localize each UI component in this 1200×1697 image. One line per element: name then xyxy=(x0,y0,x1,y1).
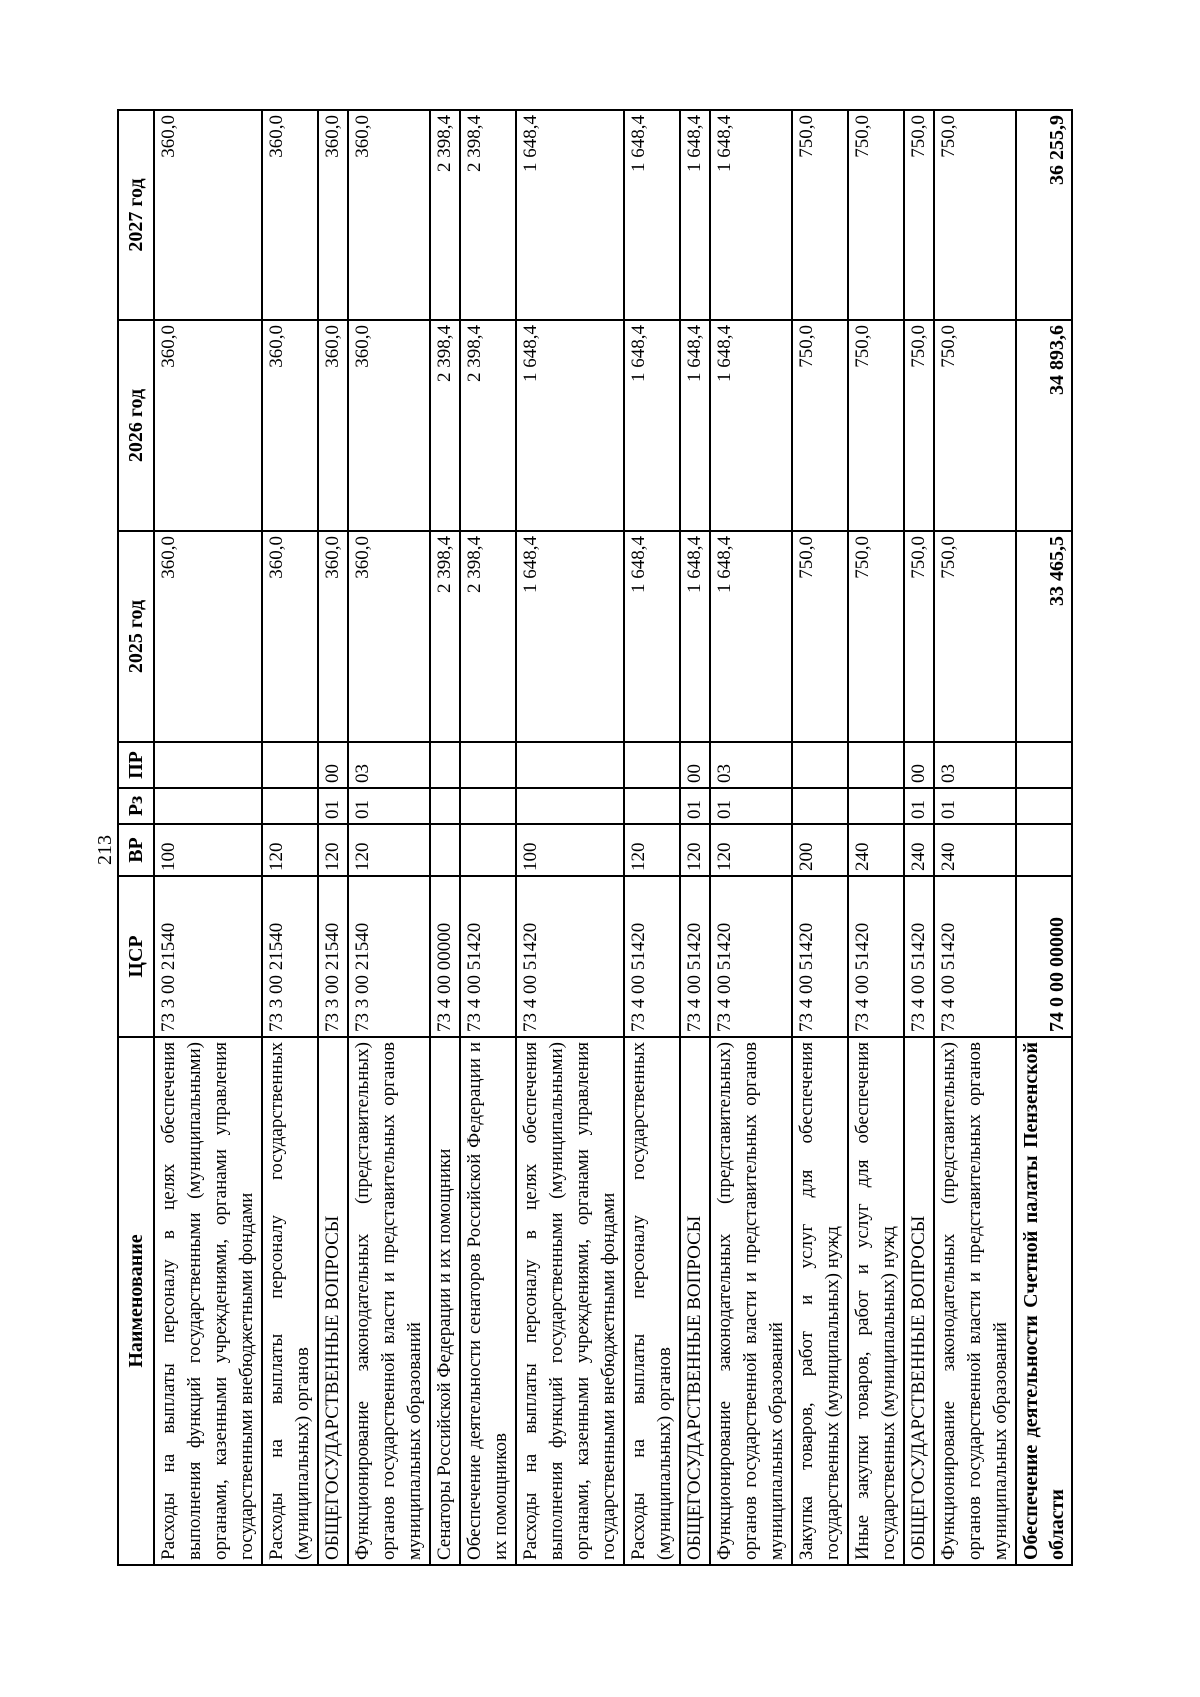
cell-vr: 100 xyxy=(154,824,262,876)
cell-pr xyxy=(262,742,318,788)
cell-2026: 750,0 xyxy=(792,320,848,531)
cell-csr: 73 4 00 51420 xyxy=(624,876,680,1037)
cell-2027: 1 648,4 xyxy=(516,110,624,320)
cell-2025: 750,0 xyxy=(792,531,848,742)
cell-csr: 73 4 00 51420 xyxy=(460,876,516,1037)
cell-pr xyxy=(792,742,848,788)
cell-csr: 73 4 00 51420 xyxy=(792,876,848,1037)
cell-2025: 1 648,4 xyxy=(680,531,710,742)
cell-vr: 200 xyxy=(792,824,848,876)
table-header-row xyxy=(118,110,154,1565)
cell-2027: 750,0 xyxy=(848,110,904,320)
cell-2025: 360,0 xyxy=(348,531,430,742)
cell-name: Обеспечение деятельности Счетной палаты Пензенской области xyxy=(1016,1037,1072,1565)
cell-vr: 120 xyxy=(680,824,710,876)
cell-2025: 1 648,4 xyxy=(516,531,624,742)
cell-2026: 2 398,4 xyxy=(460,320,516,531)
cell-vr: 240 xyxy=(904,824,934,876)
cell-2026: 750,0 xyxy=(904,320,934,531)
cell-vr: 120 xyxy=(262,824,318,876)
table-row xyxy=(904,110,934,1565)
cell-rz xyxy=(430,788,460,824)
table-row xyxy=(516,110,624,1565)
header-csr: ЦСР xyxy=(118,876,154,1037)
cell-2025: 1 648,4 xyxy=(710,531,792,742)
cell-name: Обеспечение деятельности сенаторов Российской Федерации и их помощников xyxy=(460,1037,516,1565)
cell-vr xyxy=(460,824,516,876)
cell-2025: 750,0 xyxy=(904,531,934,742)
table-row xyxy=(710,110,792,1565)
cell-pr xyxy=(1016,742,1072,788)
cell-2026: 750,0 xyxy=(848,320,904,531)
cell-vr: 240 xyxy=(934,824,1016,876)
cell-2026: 34 893,6 xyxy=(1016,320,1072,531)
table-row xyxy=(154,110,262,1565)
cell-vr: 100 xyxy=(516,824,624,876)
cell-csr: 73 4 00 51420 xyxy=(516,876,624,1037)
cell-name: Расходы на выплаты персоналу государственных (муниципальных) органов xyxy=(624,1037,680,1565)
cell-pr xyxy=(624,742,680,788)
cell-name: Сенаторы Российской Федерации и их помощники xyxy=(430,1037,460,1565)
table-row xyxy=(430,110,460,1565)
cell-rz xyxy=(262,788,318,824)
cell-csr: 73 3 00 21540 xyxy=(154,876,262,1037)
cell-2025: 360,0 xyxy=(262,531,318,742)
cell-2026: 360,0 xyxy=(318,320,348,531)
cell-csr: 73 3 00 21540 xyxy=(262,876,318,1037)
header-vr: ВР xyxy=(118,824,154,876)
cell-rz: 01 xyxy=(318,788,348,824)
cell-csr: 73 4 00 51420 xyxy=(904,876,934,1037)
cell-2025: 360,0 xyxy=(154,531,262,742)
cell-csr: 73 4 00 51420 xyxy=(680,876,710,1037)
cell-pr: 00 xyxy=(318,742,348,788)
cell-name: Закупка товаров, работ и услуг для обеспечения государственных (муниципальных) нужд xyxy=(792,1037,848,1565)
table-row xyxy=(318,110,348,1565)
cell-2025: 1 648,4 xyxy=(624,531,680,742)
cell-2026: 750,0 xyxy=(934,320,1016,531)
cell-vr: 120 xyxy=(710,824,792,876)
table-row xyxy=(460,110,516,1565)
cell-rz xyxy=(460,788,516,824)
cell-rz xyxy=(154,788,262,824)
cell-vr xyxy=(430,824,460,876)
cell-pr: 00 xyxy=(680,742,710,788)
cell-pr xyxy=(848,742,904,788)
cell-name: Функционирование законодательных (представительных) органов государственной власти и представительных органов муниципальных образований xyxy=(934,1037,1016,1565)
table-body xyxy=(154,110,1072,1565)
cell-2027: 360,0 xyxy=(262,110,318,320)
cell-2026: 360,0 xyxy=(348,320,430,531)
cell-csr: 73 4 00 00000 xyxy=(430,876,460,1037)
cell-2025: 360,0 xyxy=(318,531,348,742)
cell-rz: 01 xyxy=(680,788,710,824)
cell-2027: 2 398,4 xyxy=(460,110,516,320)
header-2027: 2027 год xyxy=(118,110,154,320)
cell-vr xyxy=(1016,824,1072,876)
cell-name: ОБЩЕГОСУДАРСТВЕННЫЕ ВОПРОСЫ xyxy=(318,1037,348,1565)
budget-table xyxy=(117,109,1073,1566)
cell-pr: 00 xyxy=(904,742,934,788)
cell-2027: 750,0 xyxy=(934,110,1016,320)
cell-csr: 73 4 00 51420 xyxy=(934,876,1016,1037)
cell-name: Расходы на выплаты персоналу в целях обеспечения выполнения функций государственными (муниципальными) органами, казенными учреждениями, органами управления государственными внебюджетными фондами xyxy=(154,1037,262,1565)
cell-csr: 73 3 00 21540 xyxy=(348,876,430,1037)
cell-vr: 120 xyxy=(318,824,348,876)
cell-2027: 1 648,4 xyxy=(680,110,710,320)
cell-name: Расходы на выплаты персоналу в целях обеспечения выполнения функций государственными (муниципальными) органами, казенными учреждениями, органами управления государственными внебюджетными фондами xyxy=(516,1037,624,1565)
cell-2025: 750,0 xyxy=(848,531,904,742)
header-2026: 2026 год xyxy=(118,320,154,531)
cell-2025: 750,0 xyxy=(934,531,1016,742)
cell-2025: 2 398,4 xyxy=(430,531,460,742)
cell-vr: 120 xyxy=(624,824,680,876)
cell-pr: 03 xyxy=(348,742,430,788)
header-name: Наименование xyxy=(118,1037,154,1565)
cell-2027: 1 648,4 xyxy=(710,110,792,320)
cell-2026: 360,0 xyxy=(154,320,262,531)
cell-rz xyxy=(792,788,848,824)
cell-2027: 750,0 xyxy=(792,110,848,320)
cell-2026: 2 398,4 xyxy=(430,320,460,531)
cell-csr: 73 4 00 51420 xyxy=(848,876,904,1037)
cell-pr xyxy=(154,742,262,788)
table-row xyxy=(680,110,710,1565)
cell-name: Иные закупки товаров, работ и услуг для обеспечения государственных (муниципальных) нужд xyxy=(848,1037,904,1565)
header-rz: Рз xyxy=(118,788,154,824)
header-pr: ПР xyxy=(118,742,154,788)
table-row xyxy=(348,110,430,1565)
table-row xyxy=(624,110,680,1565)
page-number: 213 xyxy=(93,835,116,865)
cell-csr: 74 0 00 00000 xyxy=(1016,876,1072,1037)
cell-2026: 1 648,4 xyxy=(516,320,624,531)
header-2025: 2025 год xyxy=(118,531,154,742)
cell-2027: 1 648,4 xyxy=(624,110,680,320)
cell-rz xyxy=(848,788,904,824)
cell-rz: 01 xyxy=(904,788,934,824)
cell-pr xyxy=(460,742,516,788)
cell-name: Функционирование законодательных (представительных) органов государственной власти и представительных органов муниципальных образований xyxy=(348,1037,430,1565)
cell-pr xyxy=(516,742,624,788)
cell-vr: 120 xyxy=(348,824,430,876)
table-row xyxy=(934,110,1016,1565)
cell-csr: 73 3 00 21540 xyxy=(318,876,348,1037)
cell-2026: 360,0 xyxy=(262,320,318,531)
cell-rz xyxy=(1016,788,1072,824)
cell-2026: 1 648,4 xyxy=(710,320,792,531)
budget-table-container xyxy=(117,111,1068,1566)
cell-pr xyxy=(430,742,460,788)
table-row xyxy=(262,110,318,1565)
cell-2027: 750,0 xyxy=(904,110,934,320)
cell-2025: 33 465,5 xyxy=(1016,531,1072,742)
cell-2027: 360,0 xyxy=(318,110,348,320)
cell-csr: 73 4 00 51420 xyxy=(710,876,792,1037)
cell-name: Расходы на выплаты персоналу государственных (муниципальных) органов xyxy=(262,1037,318,1565)
cell-2026: 1 648,4 xyxy=(680,320,710,531)
cell-rz xyxy=(516,788,624,824)
table-row xyxy=(848,110,904,1565)
cell-pr: 03 xyxy=(934,742,1016,788)
cell-2027: 360,0 xyxy=(154,110,262,320)
cell-name: Функционирование законодательных (представительных) органов государственной власти и представительных органов муниципальных образований xyxy=(710,1037,792,1565)
cell-rz: 01 xyxy=(710,788,792,824)
cell-name: ОБЩЕГОСУДАРСТВЕННЫЕ ВОПРОСЫ xyxy=(904,1037,934,1565)
cell-rz xyxy=(624,788,680,824)
cell-2027: 36 255,9 xyxy=(1016,110,1072,320)
cell-2025: 2 398,4 xyxy=(460,531,516,742)
cell-2027: 360,0 xyxy=(348,110,430,320)
cell-2027: 2 398,4 xyxy=(430,110,460,320)
cell-rz: 01 xyxy=(934,788,1016,824)
table-row xyxy=(792,110,848,1565)
table-row xyxy=(1016,110,1072,1565)
cell-pr: 03 xyxy=(710,742,792,788)
cell-name: ОБЩЕГОСУДАРСТВЕННЫЕ ВОПРОСЫ xyxy=(680,1037,710,1565)
cell-2026: 1 648,4 xyxy=(624,320,680,531)
cell-vr: 240 xyxy=(848,824,904,876)
cell-rz: 01 xyxy=(348,788,430,824)
